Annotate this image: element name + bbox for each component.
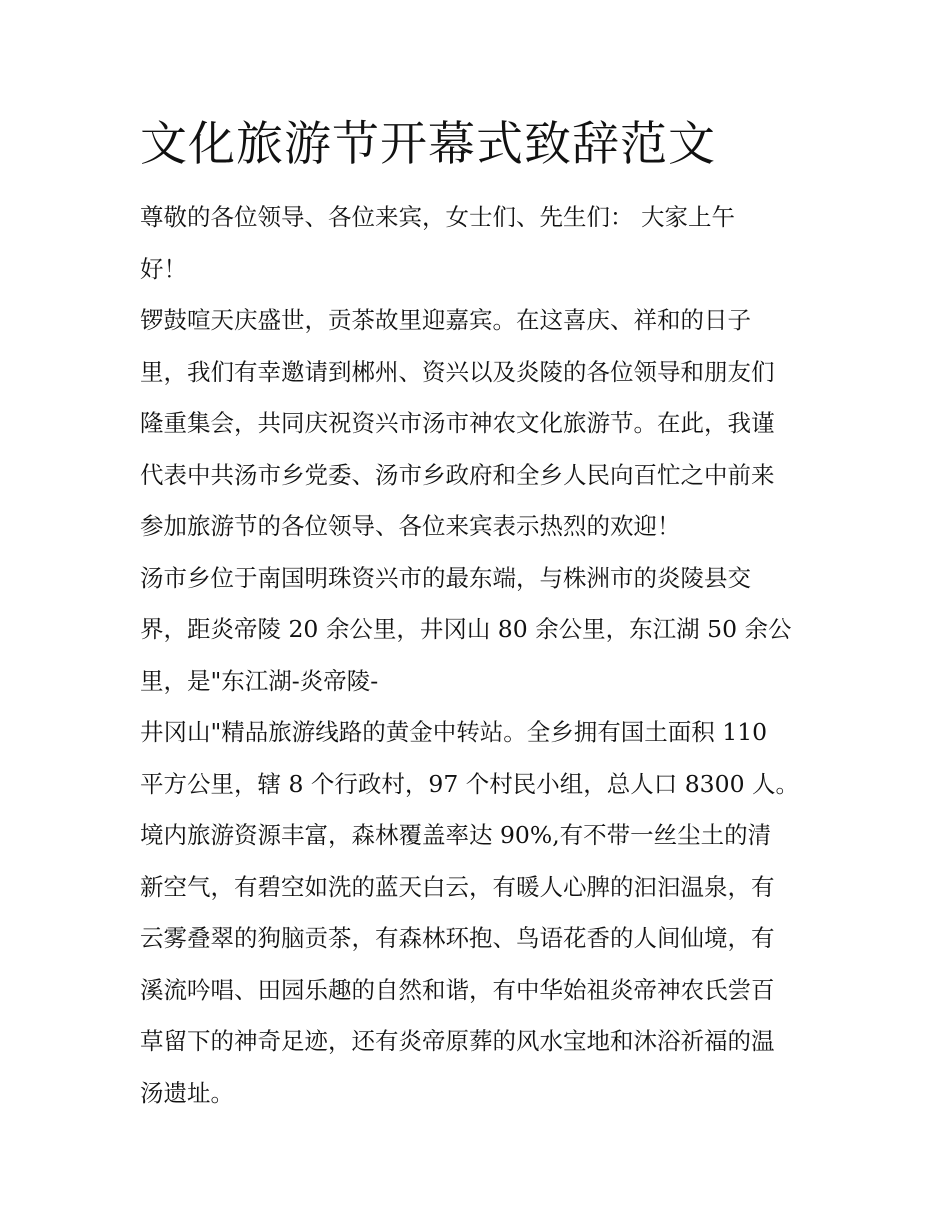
document-page xyxy=(140,112,820,1119)
body-line: 里，是"东江湖-炎帝陵- xyxy=(140,666,379,695)
body-line: 代表中共汤市乡党委、汤市乡政府和全乡人民向百忙之中前来 xyxy=(140,460,775,489)
body-line: 汤遗址。 xyxy=(140,1078,234,1107)
body-line: 参加旅游节的各位领导、各位来宾表示热烈的欢迎！ xyxy=(140,512,681,540)
body-line: 草留下的神奇足迹，还有炎帝原葬的风水宝地和沐浴祈福的温 xyxy=(140,1027,775,1055)
body-line: 好！ xyxy=(140,254,187,283)
body-line: 井冈山"精品旅游线路的黄金中转站。全乡拥有国土面积 110 xyxy=(140,718,768,746)
body-line: 云雾叠翠的狗脑贡茶，有森林环抱、鸟语花香的人间仙境，有 xyxy=(140,924,775,952)
body-line: 尊敬的各位领导、各位来宾，女士们、先生们： 大家上午 xyxy=(140,203,735,231)
body-line: 里，我们有幸邀请到郴州、资兴以及炎陵的各位领导和朋友们 xyxy=(140,357,775,386)
body-line: 平方公里，辖 8 个行政村，97 个村民小组，总人口 8300 人。 xyxy=(140,769,800,798)
body-line: 溪流吟唱、田园乐趣的自然和谐，有中华始祖炎帝神农氏尝百 xyxy=(140,975,775,1004)
body-line: 锣鼓喧天庆盛世，贡茶故里迎嘉宾。在这喜庆、祥和的日子 xyxy=(140,306,751,334)
body-line: 境内旅游资源丰富，森林覆盖率达 90%,有不带一丝尘土的清 xyxy=(140,821,772,849)
body-line: 新空气，有碧空如洗的蓝天白云，有暖人心脾的汩汩温泉，有 xyxy=(140,872,775,901)
body-line: 界，距炎帝陵 20 余公里，井冈山 80 余公里，东江湖 50 余公 xyxy=(140,615,792,643)
body-line: 汤市乡位于南国明珠资兴市的最东端，与株洲市的炎陵县交 xyxy=(140,563,751,592)
body-line: 隆重集会，共同庆祝资兴市汤市神农文化旅游节。在此，我谨 xyxy=(140,409,775,437)
document-title: 文化旅游节开幕式致辞范文 xyxy=(140,117,716,172)
document-body xyxy=(140,192,820,1119)
